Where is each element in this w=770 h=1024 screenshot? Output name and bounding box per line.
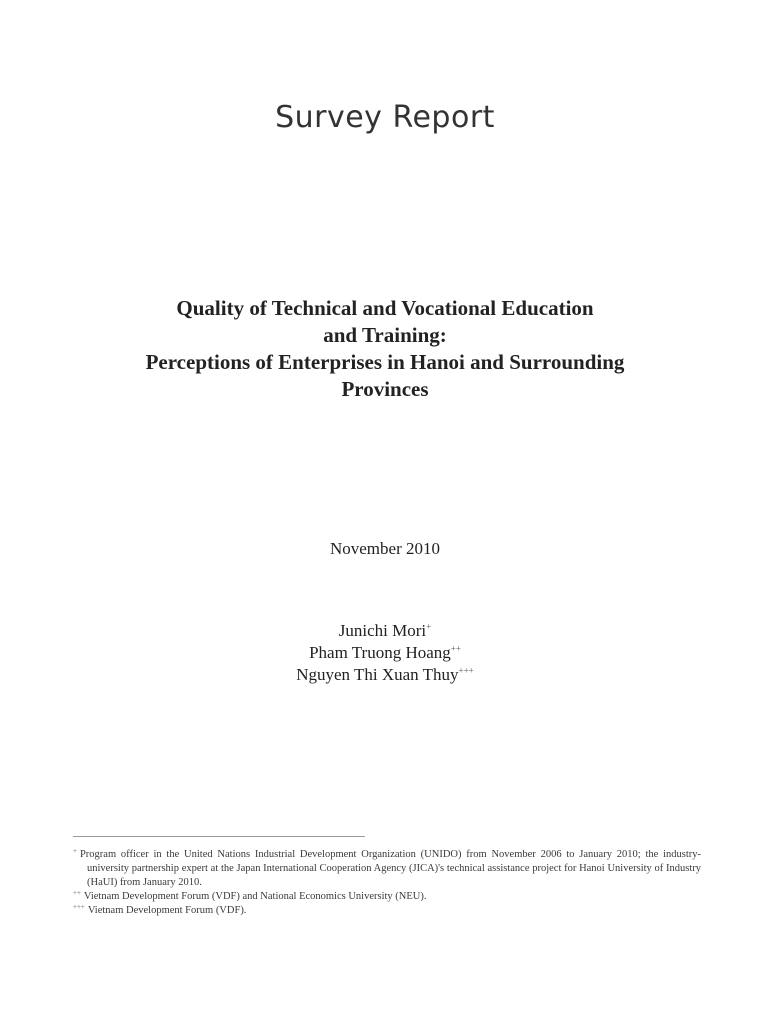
- author: [0, 642, 770, 664]
- author-footnote-mark: ++: [450, 643, 461, 654]
- report-type-heading: Survey Report: [275, 100, 495, 135]
- author: [0, 620, 770, 642]
- footnote-divider: [73, 836, 365, 837]
- footnote: [73, 890, 701, 904]
- footnote-mark: +: [73, 846, 77, 855]
- footnote-mark: ++: [73, 888, 81, 897]
- footnotes: [73, 848, 701, 918]
- title-line: Provinces: [341, 377, 429, 401]
- footnote: [73, 904, 701, 918]
- author: [0, 664, 770, 686]
- footnote-text: Program officer in the United Nations Industrial Development Organization (UNIDO) from November 2006 to January 2010; the industry-university partnership expert at the Japan International Cooperation Agency (JICA)'s technical assistance project for Hanoi University of Industry (HaUI) from January 2010.: [79, 849, 701, 888]
- footnote: [73, 848, 701, 890]
- publication-date: November 2010: [329, 539, 440, 558]
- author-name: Pham Truong Hoang: [309, 643, 451, 662]
- author-name: Nguyen Thi Xuan Thuy: [296, 665, 459, 684]
- document-title: [80, 295, 690, 403]
- title-line: and Training:: [323, 323, 447, 347]
- footnote-mark: +++: [73, 902, 85, 911]
- author-name: Junichi Mori: [338, 621, 427, 640]
- author-list: [0, 620, 770, 686]
- title-line: Quality of Technical and Vocational Education: [176, 296, 594, 320]
- author-footnote-mark: +: [426, 621, 432, 632]
- footnote-text: Vietnam Development Forum (VDF) and National Economics University (NEU).: [83, 891, 427, 902]
- footnote-text: Vietnam Development Forum (VDF).: [87, 905, 247, 916]
- author-footnote-mark: +++: [458, 665, 474, 676]
- title-line: Perceptions of Enterprises in Hanoi and Surrounding: [145, 350, 625, 374]
